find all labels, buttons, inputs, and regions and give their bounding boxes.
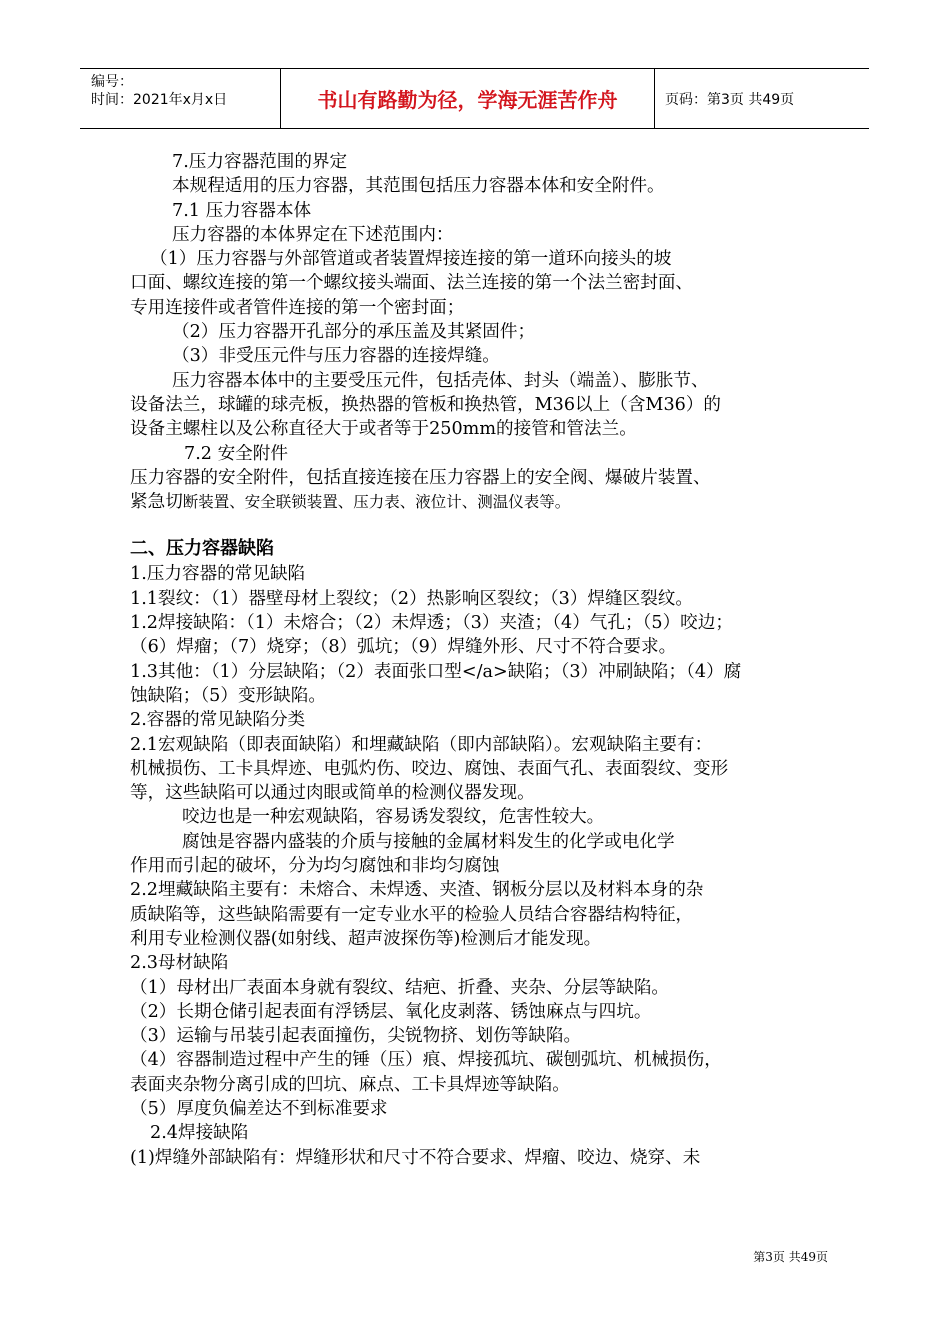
subsection-title: 2.3母材缺陷: [130, 953, 229, 974]
paragraph: 质缺陷等，这些缺陷需要有一定专业水平的检验人员结合容器结构特征，: [130, 904, 694, 925]
paragraph: （6）焊瘤；（7）烧穿；（8）弧坑；（9）焊缝外形、尺寸不符合要求。: [130, 637, 677, 658]
paragraph: （5）厚度负偏差达不到标准要求: [130, 1098, 388, 1119]
header-motto: 书山有路勤为径，学海无涯苦作舟: [281, 69, 655, 128]
paragraph: 设备主螺柱以及公称直径大于或者等于250mm的接管和管法兰。: [130, 419, 637, 440]
paragraph: （3）运输与吊装引起表面撞伤，尖锐物挤、划伤等缺陷。: [130, 1026, 582, 1047]
paragraph: （1）压力容器与外部管道或者装置焊接连接的第一道环向接头的坡: [150, 249, 672, 270]
paragraph: 压力容器本体中的主要受压元件，包括壳体、封头（端盖）、膨胀节、: [172, 370, 709, 391]
section-2-heading: 二、压力容器缺陷: [130, 538, 274, 560]
text-run: 紧急切: [130, 492, 183, 513]
time-label: 时间：2021年x月x日: [91, 92, 228, 108]
subsection-title: 2.4焊接缺陷: [150, 1123, 249, 1144]
paragraph: 表面夹杂物分离引成的凹坑、麻点、工卡具焊迹等缺陷。: [130, 1074, 570, 1095]
paragraph: 2.2埋藏缺陷主要有：未熔合、未焊透、夹渣、钢板分层以及材料本身的杂: [130, 880, 704, 901]
paragraph: 利用专业检测仪器(如射线、超声波探伤等)检测后才能发现。: [130, 928, 602, 949]
document-body: [130, 150, 830, 1170]
page-footer: 第3页 共49页: [753, 1250, 828, 1264]
text-run: 断装置、安全联锁装置、压力表、液位计、测温仪表等。: [182, 493, 571, 512]
section-7-2-title: 7.2 安全附件: [184, 443, 288, 464]
paragraph: 本规程适用的压力容器，其范围包括压力容器本体和安全附件。: [172, 176, 665, 197]
header-page-label: 页码：第3页 共49页: [665, 91, 795, 108]
section-7-1-title: 7.1 压力容器本体: [172, 200, 312, 221]
paragraph: (1)焊缝外部缺陷有：焊缝形状和尺寸不符合要求、焊瘤、咬边、烧穿、未: [130, 1147, 701, 1168]
paragraph: 腐蚀是容器内盛装的介质与接触的金属材料发生的化学或电化学: [182, 831, 675, 852]
section-7-title: 7.压力容器范围的界定: [172, 152, 348, 172]
page-header: [80, 68, 869, 129]
paragraph: 蚀缺陷；（5）变形缺陷。: [130, 685, 326, 706]
paragraph: 机械损伤、工卡具焊迹、电弧灼伤、咬边、腐蚀、表面气孔、表面裂纹、变形: [130, 758, 729, 779]
paragraph: （2）长期仓储引起表面有浮锈层、氧化皮剥落、锈蚀麻点与四坑。: [130, 1001, 652, 1022]
paragraph: （2）压力容器开孔部分的承压盖及其紧固件；: [172, 322, 536, 343]
paragraph: 设备法兰，球罐的球壳板，换热器的管板和换热管，M36以上（含M36）的: [130, 394, 722, 415]
paragraph: 专用连接件或者管件连接的第一个密封面；: [130, 297, 465, 318]
paragraph: 1.3其他：（1）分层缺陷；（2）表面张口型</a>缺陷；（3）冲刷缺陷；（4）腐: [130, 661, 742, 682]
paragraph: 1.1裂纹：（1）器壁母材上裂纹；（2）热影响区裂纹；（3）焊缝区裂纹。: [130, 588, 693, 609]
header-meta: [80, 69, 281, 128]
paragraph: 2.1宏观缺陷（即表面缺陷）和埋藏缺陷（即内部缺陷）。宏观缺陷主要有：: [130, 734, 713, 755]
paragraph: （1）母材出厂表面本身就有裂纹、结疤、折叠、夹杂、分层等缺陷。: [130, 977, 670, 998]
subsection-title: 2.容器的常见缺陷分类: [130, 710, 306, 731]
paragraph: 1.2焊接缺陷：（1）未熔合；（2）未焊透；（3）夹渣；（4）气孔；（5）咬边；: [130, 613, 733, 634]
paragraph: （4）容器制造过程中产生的锤（压）痕、焊接孤坑、碳刨弧坑、机械损伤，: [130, 1050, 722, 1071]
paragraph: 作用而引起的破坏，分为均匀腐蚀和非均匀腐蚀: [130, 856, 500, 877]
number-label: 编号：: [91, 74, 133, 90]
paragraph: [130, 490, 830, 514]
paragraph: 压力容器的安全附件，包括直接连接在压力容器上的安全阀、爆破片装置、: [130, 467, 711, 488]
paragraph: （3）非受压元件与压力容器的连接焊缝。: [172, 346, 500, 367]
paragraph: 等，这些缺陷可以通过肉眼或简单的检测仪器发现。: [130, 783, 535, 804]
paragraph: 口面、螺纹连接的第一个螺纹接头端面、法兰连接的第一个法兰密封面、: [130, 273, 694, 294]
paragraph: 咬边也是一种宏观缺陷，容易诱发裂纹，危害性较大。: [182, 807, 605, 828]
subsection-title: 1.压力容器的常见缺陷: [130, 564, 306, 585]
paragraph: 压力容器的本体界定在下述范围内：: [172, 224, 454, 245]
